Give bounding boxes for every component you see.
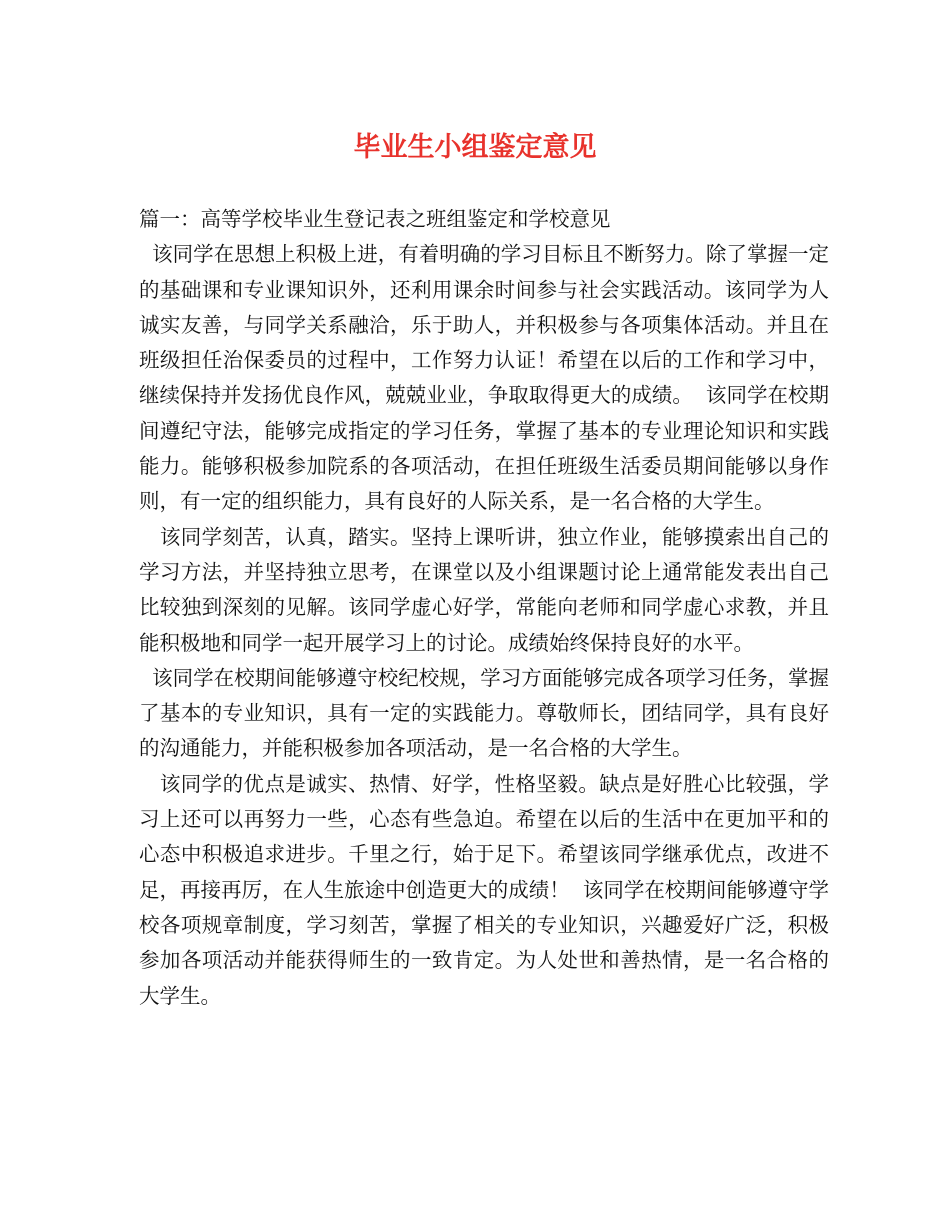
paragraph-4: 该同学的优点是诚实、热情、好学，性格坚毅。缺点是好胜心比较强，学习上还可以再努力一些，心态有些急迫。希望在以后的生活中在更加平和的心态中积极追求进步。千里之行，始于足下。希望该同学继承优点，改进不足，再接再厉，在人生旅途中创造更大的成绩！ 该同学在校期间能够遵守学校各项规章制度，学习刻苦，掌握了相关的专业知识，兴趣爱好广泛，积极参加各项活动并能获得师生的一致肯定。为人处世和善热情，是一名合格的大学生。 bbox=[139, 771, 829, 1008]
paragraph-1: 该同学在思想上积极上进，有着明确的学习目标且不断努力。除了掌握一定的基础课和专业课知识外，还利用课余时间参与社会实践活动。该同学为人诚实友善，与同学关系融洽，乐于助人，并积极参与各项集体活动。并且在班级担任治保委员的过程中，工作努力认证！希望在以后的工作和学习中，继续保持并发扬优良作风，兢兢业业，争取取得更大的成绩。 该同学在校期间遵纪守法，能够完成指定的学习任务，掌握了基本的专业理论知识和实践能力。能够积极参加院系的各项活动，在担任班级生活委员期间能够以身作则，有一定的组织能力，具有良好的人际关系，是一名合格的大学生。 bbox=[139, 242, 829, 514]
document-title: 毕业生小组鉴定意见 bbox=[353, 132, 597, 163]
document-body bbox=[139, 202, 829, 1014]
paragraph-3: 该同学在校期间能够遵守校纪校规，学习方面能够完成各项学习任务，掌握了基本的专业知识，具有一定的实践能力。尊敬师长，团结同学，具有良好的沟通能力，并能积极参加各项活动，是一名合格的大学生。 bbox=[139, 665, 829, 761]
section-heading: 篇一：高等学校毕业生登记表之班组鉴定和学校意见 bbox=[139, 207, 611, 231]
paragraph-2: 该同学刻苦，认真，踏实。坚持上课听讲，独立作业，能够摸索出自己的学习方法，并坚持独立思考，在课堂以及小组课题讨论上通常能发表出自己比较独到深刻的见解。该同学虚心好学，常能向老师和同学虚心求教，并且能积极地和同学一起开展学习上的讨论。成绩始终保持良好的水平。 bbox=[139, 524, 829, 655]
